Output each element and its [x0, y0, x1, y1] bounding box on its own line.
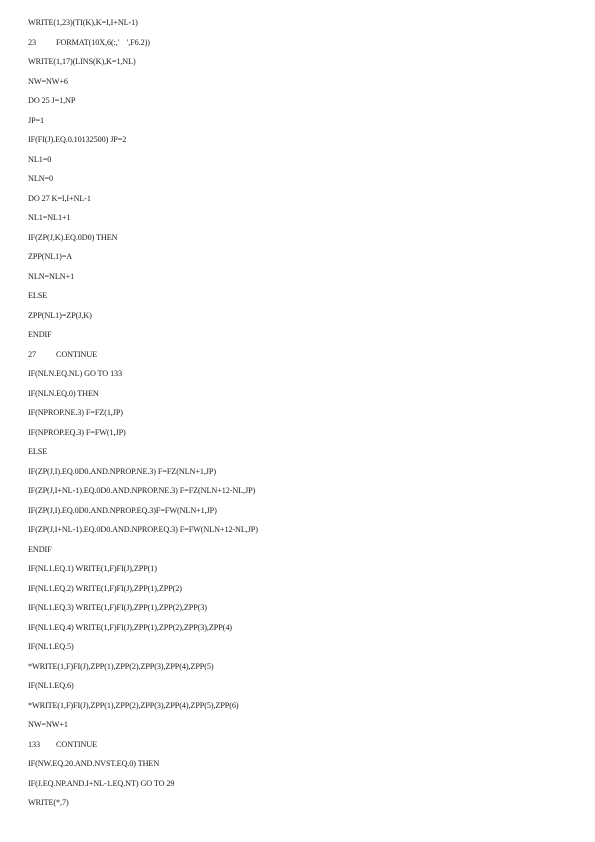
code-text: WRITE(1,23)(TI(K),K=I,I+NL-1) — [28, 18, 138, 27]
code-line — [28, 758, 568, 778]
code-line — [28, 56, 568, 76]
code-line — [28, 797, 568, 817]
code-line — [28, 641, 568, 661]
code-line — [28, 700, 568, 720]
code-text: *WRITE(1,F)FI(J),ZPP(1),ZPP(2),ZPP(3),ZPP(4),ZPP(5),ZPP(6) — [28, 700, 239, 710]
code-line — [28, 115, 568, 135]
code-line — [28, 95, 568, 115]
code-text: DO 25 J=1,NP — [28, 96, 76, 105]
code-text: NL1=0 — [28, 154, 52, 164]
code-line — [28, 427, 568, 447]
code-line — [28, 37, 568, 57]
code-line — [28, 583, 568, 603]
code-text: IF(NPROP.NE.3) F=FZ(1,JP) — [28, 408, 123, 417]
code-text: IF(NL1.EQ.3) WRITE(1,F)FI(J),ZPP(1),ZPP(2),ZPP(3) — [28, 603, 207, 612]
code-text: WRITE(*,7) — [28, 798, 69, 807]
code-line — [28, 310, 568, 330]
code-text: *WRITE(1,F)FI(J),ZPP(1),ZPP(2),ZPP(3),ZPP(4),ZPP(5) — [28, 661, 214, 671]
statement-label: 23 — [28, 37, 36, 47]
code-text: IF(ZP(J,I).EQ.0D0.AND.NPROP.EQ.3)F=FW(NLN+1,JP) — [28, 505, 217, 515]
statement-label: 27 — [28, 349, 36, 359]
code-line — [28, 739, 568, 759]
code-line — [28, 622, 568, 642]
code-line — [28, 134, 568, 154]
code-line — [28, 719, 568, 739]
code-line — [28, 290, 568, 310]
code-line — [28, 778, 568, 798]
code-text: JP=1 — [28, 115, 45, 125]
code-line — [28, 76, 568, 96]
code-line — [28, 446, 568, 466]
code-line — [28, 544, 568, 564]
code-text: IF(NLN.EQ.NL) GO TO 133 — [28, 369, 123, 378]
code-line — [28, 485, 568, 505]
code-text: ZPP(NL1)=A — [28, 252, 73, 261]
code-line — [28, 563, 568, 583]
code-text: NW=NW+1 — [28, 720, 68, 729]
code-text: WRITE(1,17)(LINS(K),K=1,NL) — [28, 57, 136, 66]
code-line — [28, 505, 568, 525]
code-text: ENDIF — [28, 544, 52, 554]
code-text: DO 27 K=I,I+NL-1 — [28, 193, 91, 203]
code-line — [28, 232, 568, 252]
code-text: IF(NLN.EQ.0) THEN — [28, 388, 99, 398]
code-line — [28, 661, 568, 681]
code-line — [28, 602, 568, 622]
code-text: CONTINUE — [56, 349, 98, 359]
code-text: IF(FI(J).EQ.0.10132500) JP=2 — [28, 135, 127, 144]
code-line — [28, 680, 568, 700]
code-line — [28, 271, 568, 291]
code-line — [28, 212, 568, 232]
code-text: NW=NW+6 — [28, 76, 68, 86]
code-text: IF(NL1.EQ.5) — [28, 642, 74, 651]
code-text: IF(NL1.EQ.4) WRITE(1,F)FI(J),ZPP(1),ZPP(2),ZPP(3),ZPP(4) — [28, 622, 232, 632]
code-line — [28, 388, 568, 408]
code-text: CONTINUE — [56, 739, 98, 749]
code-line — [28, 329, 568, 349]
statement-label: 133 — [28, 739, 40, 749]
code-text: IF(ZP(J,K).EQ.0D0) THEN — [28, 232, 118, 242]
code-line — [28, 193, 568, 213]
code-line — [28, 251, 568, 271]
code-line — [28, 368, 568, 388]
code-text: IF(NL1.EQ.6) — [28, 681, 74, 690]
code-text: ELSE — [28, 291, 48, 300]
code-text: NLN=NLN+1 — [28, 271, 75, 281]
code-line — [28, 17, 568, 37]
code-text: IF(ZP(J,I+NL-1).EQ.0D0.AND.NPROP.EQ.3) F=FW(NLN+12-NL,JP) — [28, 525, 258, 534]
code-text: ENDIF — [28, 330, 52, 339]
code-text: FORMAT(10X,6(:,' ',F6.2)) — [56, 37, 150, 47]
code-text: IF(ZP(J,I).EQ.0D0.AND.NPROP.NE.3) F=FZ(NLN+1,JP) — [28, 466, 216, 476]
code-text: IF(NW.EQ.20.AND.NVST.EQ.0) THEN — [28, 759, 160, 768]
code-text: IF(ZP(J,I+NL-1).EQ.0D0.AND.NPROP.NE.3) F=FZ(NLN+12-NL,JP) — [28, 486, 256, 495]
code-line — [28, 173, 568, 193]
code-line — [28, 349, 568, 369]
code-text: ZPP(NL1)=ZP(J,K) — [28, 310, 92, 320]
code-text: NLN=0 — [28, 174, 54, 183]
code-text: IF(NPROP.EQ.3) F=FW(1,JP) — [28, 427, 126, 437]
code-text: IF(NL1.EQ.2) WRITE(1,F)FI(J),ZPP(1),ZPP(2) — [28, 583, 182, 593]
code-line — [28, 407, 568, 427]
code-line — [28, 524, 568, 544]
code-line — [28, 154, 568, 174]
code-text: ELSE — [28, 447, 48, 456]
code-text: NL1=NL1+1 — [28, 213, 71, 222]
fortran-code-listing — [28, 17, 568, 817]
code-text: IF(J.EQ.NP.AND.I+NL-1.EQ.NT) GO TO 29 — [28, 778, 175, 788]
code-text: IF(NL1.EQ.1) WRITE(1,F)FI(J),ZPP(1) — [28, 564, 157, 573]
code-line — [28, 466, 568, 486]
